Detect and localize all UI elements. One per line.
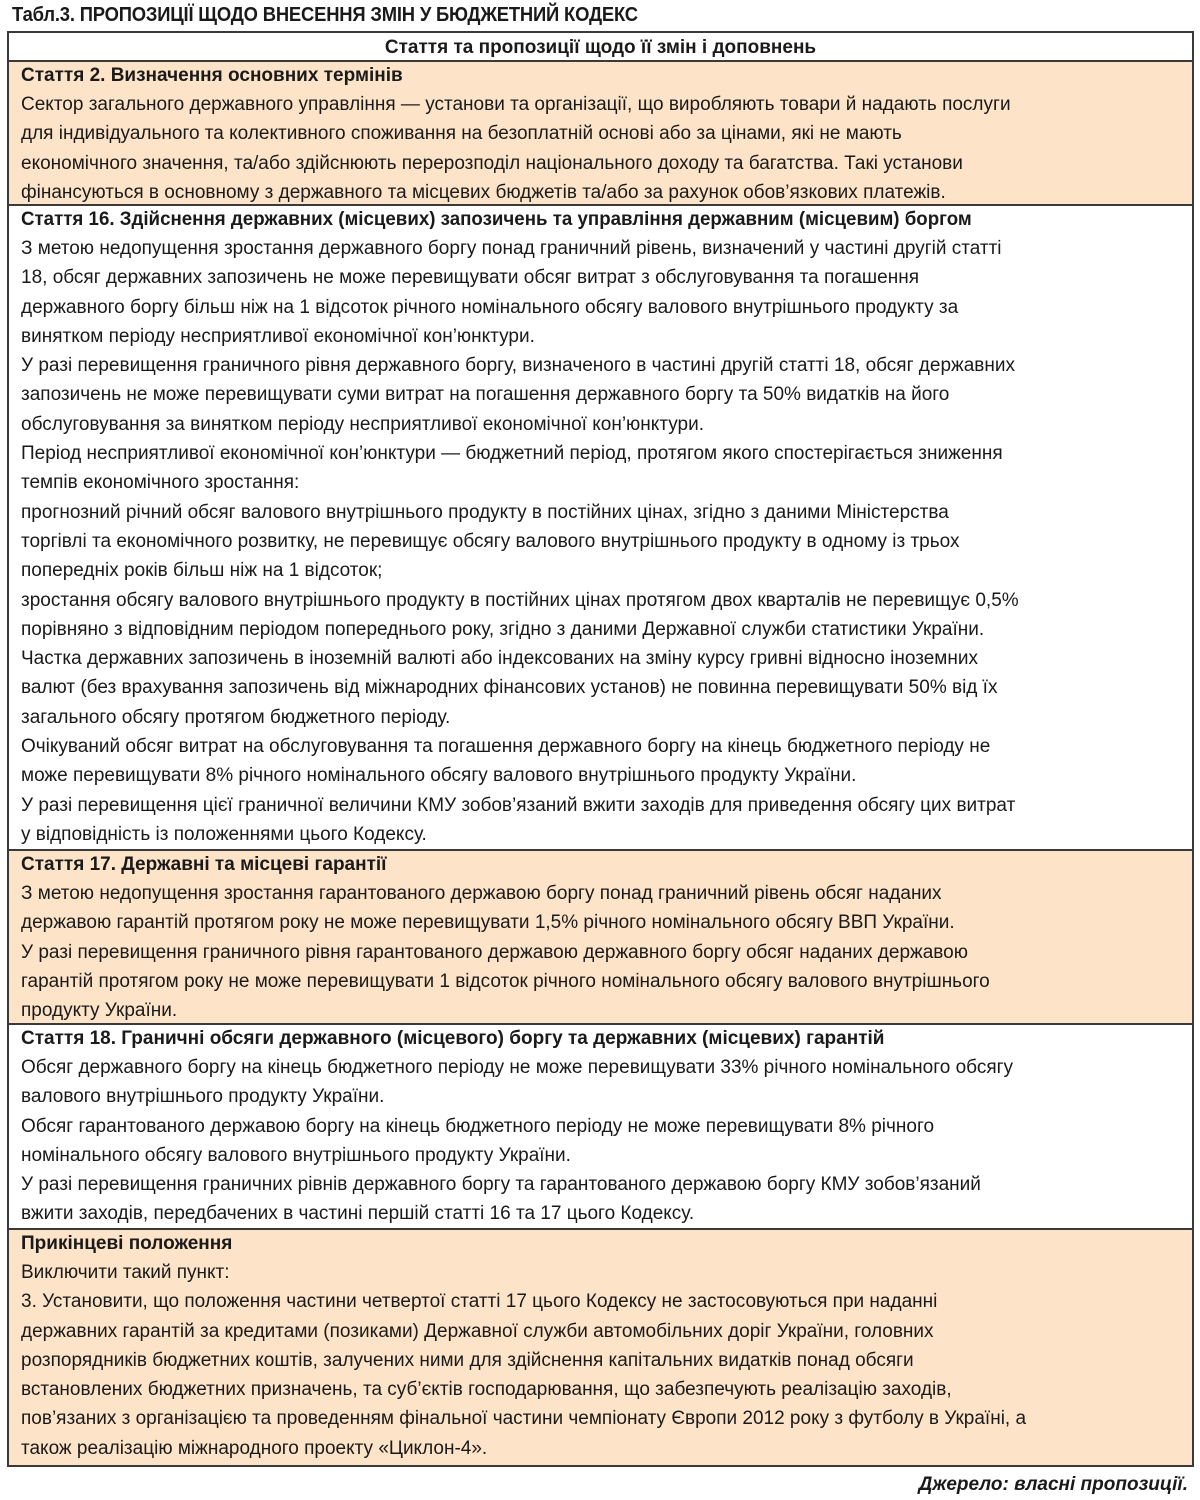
article-text-line: економічного значення, та/або здійснюють перерозподіл національного доходу та багатства. Такі установи (21, 152, 963, 174)
article-text-line: У разі перевищення цієї граничної величини КМУ зобов’язаний вжити заходів для приведення обсягу цих витрат (21, 794, 1016, 816)
article-text-line: Період несприятливої економічної кон’юнктури — бюджетний період, протягом якого спостерігається зниження (21, 443, 1003, 465)
final-provisions-row (9, 1230, 1192, 1465)
article-text-line: валового внутрішнього продукту України. (21, 1086, 385, 1108)
article-text-line: вжити заходів, передбачених в частині першій статті 16 та 17 цього Кодексу. (21, 1203, 695, 1225)
article-text-line: також реалізацію міжнародного проекту «Циклон-4». (21, 1437, 488, 1459)
article-text-line: У разі перевищення граничного рівня державного боргу, визначеного в частині другій статті 18, обсяг державних (21, 355, 1015, 377)
article-title: Стаття 18. Граничні обсяги державного (місцевого) боргу та державних (місцевих) гарантій (21, 1028, 885, 1049)
article-text-line: може перевищувати 8% річного номінального обсягу валового внутрішнього продукту України. (21, 765, 857, 787)
article-text-line: Виключити такий пункт: (21, 1262, 230, 1283)
article-text-line: обслуговування за винятком періоду несприятливої економічної кон’юнктури. (21, 413, 704, 435)
article-text-line: розпорядників бюджетних коштів, залучених ними для здійснення капітальних видатків понад обсяги (21, 1349, 914, 1371)
article-text-line: Обсяг державного боргу на кінець бюджетного періоду не може перевищувати 33% річного номінального обсягу (21, 1057, 1014, 1078)
article-18-row (9, 1025, 1192, 1230)
article-text-line: фінансуються в основному з державного та місцевих бюджетів та/або за рахунок обов’язкових платежів. (21, 181, 946, 203)
article-text-line: прогнозний річний обсяг валового внутрішнього продукту в постійних цінах, згідно з даними Міністерства (21, 501, 949, 523)
article-text-line: торгівлі та економічного розвитку, не перевищує обсягу валового внутрішнього продукту в одному із трьох (21, 530, 960, 552)
article-text-line: продукту України. (21, 1000, 178, 1022)
article-text-line: валют (без врахування запозичень від міжнародних фінансових установ) не повинна перевищувати 50% від їх (21, 677, 998, 699)
article-16-row (9, 206, 1192, 851)
article-text-line: У разі перевищення граничних рівнів державного боргу та гарантованого державою боргу КМУ зобов’язаний (21, 1174, 981, 1196)
article-text-line: гарантій протягом року не може перевищувати 1 відсоток річного номінального обсягу валового внутрішнього (21, 970, 990, 992)
article-text-line: державних гарантій за кредитами (позиками) Державної служби автомобільних доріг України, головних (21, 1320, 934, 1342)
article-text-line: попередніх років більш ніж на 1 відсоток; (21, 560, 383, 582)
article-text-line: державою гарантій протягом року не може перевищувати 1,5% річного номінального обсягу ВВП України. (21, 912, 955, 934)
article-text-line: у відповідність із положеннями цього Кодексу. (21, 823, 427, 845)
article-17-row (9, 851, 1192, 1025)
article-2-row (9, 62, 1192, 206)
article-text-line: порівняно з відповідним періодом попереднього року, згідно з даними Державної служби статистики України. (21, 618, 985, 640)
article-text-line: зростання обсягу валового внутрішнього продукту в постійних цінах протягом двох кварталів не перевищує 0,5% (21, 589, 1019, 611)
article-text-line: З метою недопущення зростання державного боргу понад граничний рівень, визначений у частині другій статті (21, 238, 1002, 259)
article-text-line: загального обсягу протягом бюджетного періоду. (21, 706, 451, 728)
article-text-line: темпів економічного зростання: (21, 472, 300, 494)
article-text-line: запозичень не може перевищувати суми витрат на погашення державного боргу та 50% видатків на його (21, 384, 950, 406)
article-text-line: Обсяг гарантованого державою боргу на кінець бюджетного періоду не може перевищувати 8% річного (21, 1115, 935, 1137)
article-text-line: пов’язаних з організацією та проведенням фінальної частини чемпіонату Європи 2012 року з футболу в Україні, а (21, 1408, 1027, 1430)
article-title: Стаття 16. Здійснення державних (місцевих) запозичень та управління державним (місцевим) боргом (21, 209, 972, 230)
article-text-line: для індивідуального та колективного споживання на безоплатній основі або за цінами, які не мають (21, 123, 902, 145)
proposals-table (7, 31, 1194, 1467)
article-text-line: 3. Установити, що положення частини четвертої статті 17 цього Кодексу не застосовуються при наданні (21, 1291, 938, 1313)
table-header: Стаття та пропозиції щодо її змін і доповнень (9, 33, 1192, 62)
article-text-line: встановлених бюджетних призначень, та суб’єктів господарювання, що забезпечують реалізацію заходів, (21, 1379, 952, 1401)
article-text-line: Сектор загального державного управління — установи та організації, що виробляють товари й надають послуги (21, 94, 1011, 115)
article-text-line: державного боргу більш ніж на 1 відсоток річного номінального обсягу валового внутрішнього продукту за (21, 296, 959, 318)
article-title: Стаття 17. Державні та місцеві гарантії (21, 854, 387, 875)
article-text-line: 18, обсяг державних запозичень не може перевищувати обсяг витрат з обслуговування та погашення (21, 267, 920, 289)
source-note: Джерело: власні пропозиції. (918, 1474, 1188, 1495)
article-title: Прикінцеві положення (21, 1233, 233, 1254)
article-title: Стаття 2. Визначення основних термінів (21, 65, 403, 86)
article-text-line: винятком періоду несприятливої економічної кон’юнктури. (21, 325, 535, 347)
article-text-line: номінального обсягу валового внутрішнього продукту України. (21, 1144, 571, 1166)
article-text-line: У разі перевищення граничного рівня гарантованого державою державного боргу обсяг наданих державою (21, 941, 969, 963)
article-text-line: З метою недопущення зростання гарантованого державою боргу понад граничний рівень обсяг наданих (21, 883, 942, 904)
article-text-line: Очікуваний обсяг витрат на обслуговування та погашення державного боргу на кінець бюджетного періоду не (21, 736, 991, 758)
article-text-line: Частка державних запозичень в іноземній валюті або індексованих на зміну курсу гривні відносно іноземних (21, 648, 978, 670)
page-title: Табл.3. ПРОПОЗИЦІЇ ЩОДО ВНЕСЕННЯ ЗМІН У БЮДЖЕТНИЙ КОДЕКС (12, 4, 638, 26)
